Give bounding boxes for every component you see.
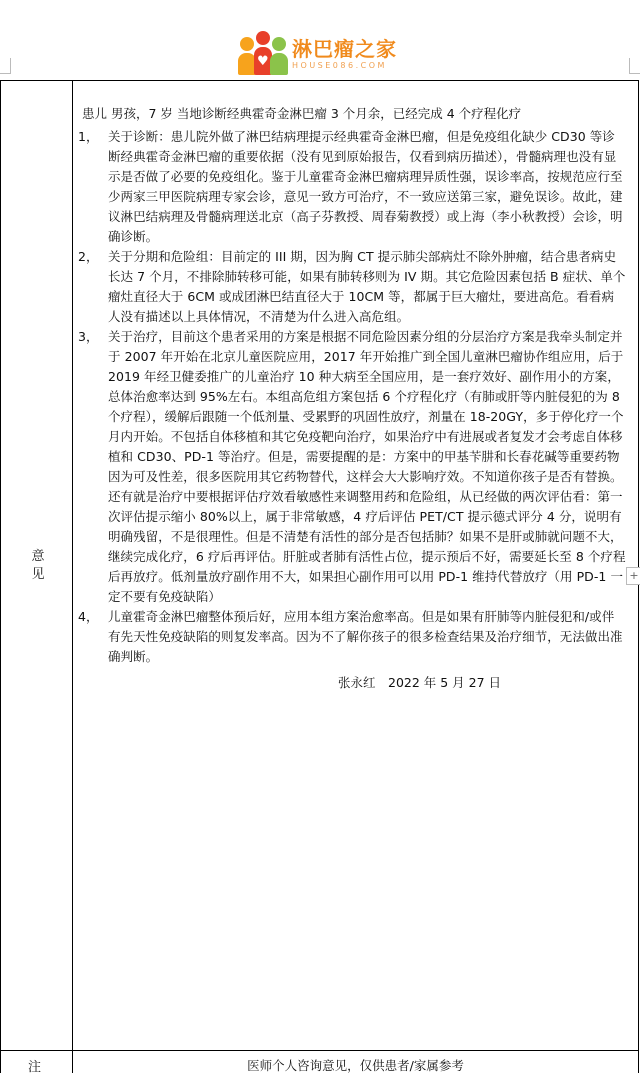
item-text: 关于治疗，目前这个患者采用的方案是根据不同危险因素分组的分层治疗方案是我牵头制定并于 2007 年开始在北京儿童医院应用，2017 年开始推广到全国儿童淋巴瘤协作组应用，后于 2019 年经卫健委推广的儿童治疗 10 种大病至全国应用，是一套疗效好、副作用小的方案，总体治愈率达到 95%左右。本组高危组方案包括 6 个疗程化疗（有肺或肝等内脏侵犯的为 8 个疗程），缓解后跟随一个低剂量、受累野的巩固性放疗，剂量在 18-20GY，多于停化疗一个月内开始。不包括自体移植和其它免疫靶向治疗，如果治疗中有进展或者复发才会考虑自体移植和 CD30、PD-1 等治疗。但是，需要提醒的是：方案中的甲基苄肼和长春花碱等重要药物因为可及性差，很多医院用其它药物替代，这样会大大影响疗效。不知道你孩子是否有替换。还有就是治疗中要根据评估疗效看敏感性来调整用药和危险组，从已经做的两次评估看：第一次评估提示缩小 80%以上，属于非常敏感，4 疗后评估 PET/CT 提示德式评分 4 分，说明有明确残留，不是很理性。但是不清楚有活性的部分是否包括肺？如果不是肝或肺就问题不大，继续完成化疗，6 疗后再评估。肝脏或者肺有活性占位，提示预后不好，需要延长至 8 个疗程后再放疗。低剂量放疗副作用不大，如果担心副作用可以用 PD-1 维持代替放疗（用 PD-1 一定不要有免疫缺陷） — [108, 329, 626, 604]
list-item — [78, 607, 626, 667]
note-text: 医师个人咨询意见，仅供患者/家属参考 — [247, 1058, 464, 1073]
logo-domain: HOUSE086.COM — [292, 61, 387, 70]
logo-name: 淋巴瘤之家 — [292, 37, 397, 61]
table-column-divider — [72, 80, 73, 1073]
opinion-label: 意见 — [31, 549, 45, 582]
item-number: 2， — [78, 249, 99, 264]
item-number: 3， — [78, 329, 99, 344]
family-logo-icon: ♥ — [238, 31, 288, 77]
item-text: 关于分期和危险组：目前定的 III 期，因为胸 CT 提示肺尖部病灶不除外肿瘤，结合患者病史长达 7 个月，不排除肺转移可能，如果有肺转移则为 IV 期。其它危险因素包括 B 症状、单个瘤灶直径大于 6CM 或成团淋巴结直径大于 10CM 等，都属于巨大瘤灶，要进高危。看看病人没有描述以上具体情况，不清楚为什么进入高危组。 — [108, 249, 626, 324]
opinion-content — [78, 104, 626, 693]
list-item — [78, 127, 626, 247]
page-corner-mark-left — [0, 58, 11, 74]
item-text: 关于诊断：患儿院外做了淋巴结病理提示经典霍奇金淋巴瘤，但是免疫组化缺少 CD30 等诊断经典霍奇金淋巴瘤的重要依据（没有见到原始报告，仅看到病历描述），骨髓病理也没有显示是否做了必要的免疫组化。鉴于儿童霍奇金淋巴瘤病理异质性强，误诊率高，按规范应行至少两家三甲医院病理专家会诊，意见一致方可治疗，不一致应送第三家，避免误诊。故此，建议淋巴结病理及骨髓病理送北京（高子芬教授、周春菊教授）或上海（李小秋教授）会诊，明确诊断。 — [108, 129, 623, 244]
page-corner-mark-right — [629, 58, 640, 74]
plus-icon[interactable]: + — [626, 567, 640, 585]
case-summary: 患儿 男孩，7 岁 当地诊断经典霍奇金淋巴瘤 3 个月余，已经完成 4 个疗程化疗 — [82, 106, 522, 121]
doctor-signature: 张永红 2022 年 5 月 27 日 — [338, 675, 502, 690]
item-number: 4， — [78, 609, 99, 624]
note-label: 注 — [28, 1060, 42, 1075]
table-row-divider — [0, 1050, 639, 1051]
list-item — [78, 327, 626, 607]
list-item — [78, 247, 626, 327]
item-text: 儿童霍奇金淋巴瘤整体预后好，应用本组方案治愈率高。但是如果有肝肺等内脏侵犯和/或伴有先天性免疫缺陷的则复发率高。因为不了解你孩子的很多检查结果及治疗细节，无法做出准确判断。 — [108, 609, 623, 664]
site-logo — [238, 30, 397, 78]
item-number: 1， — [78, 129, 99, 144]
